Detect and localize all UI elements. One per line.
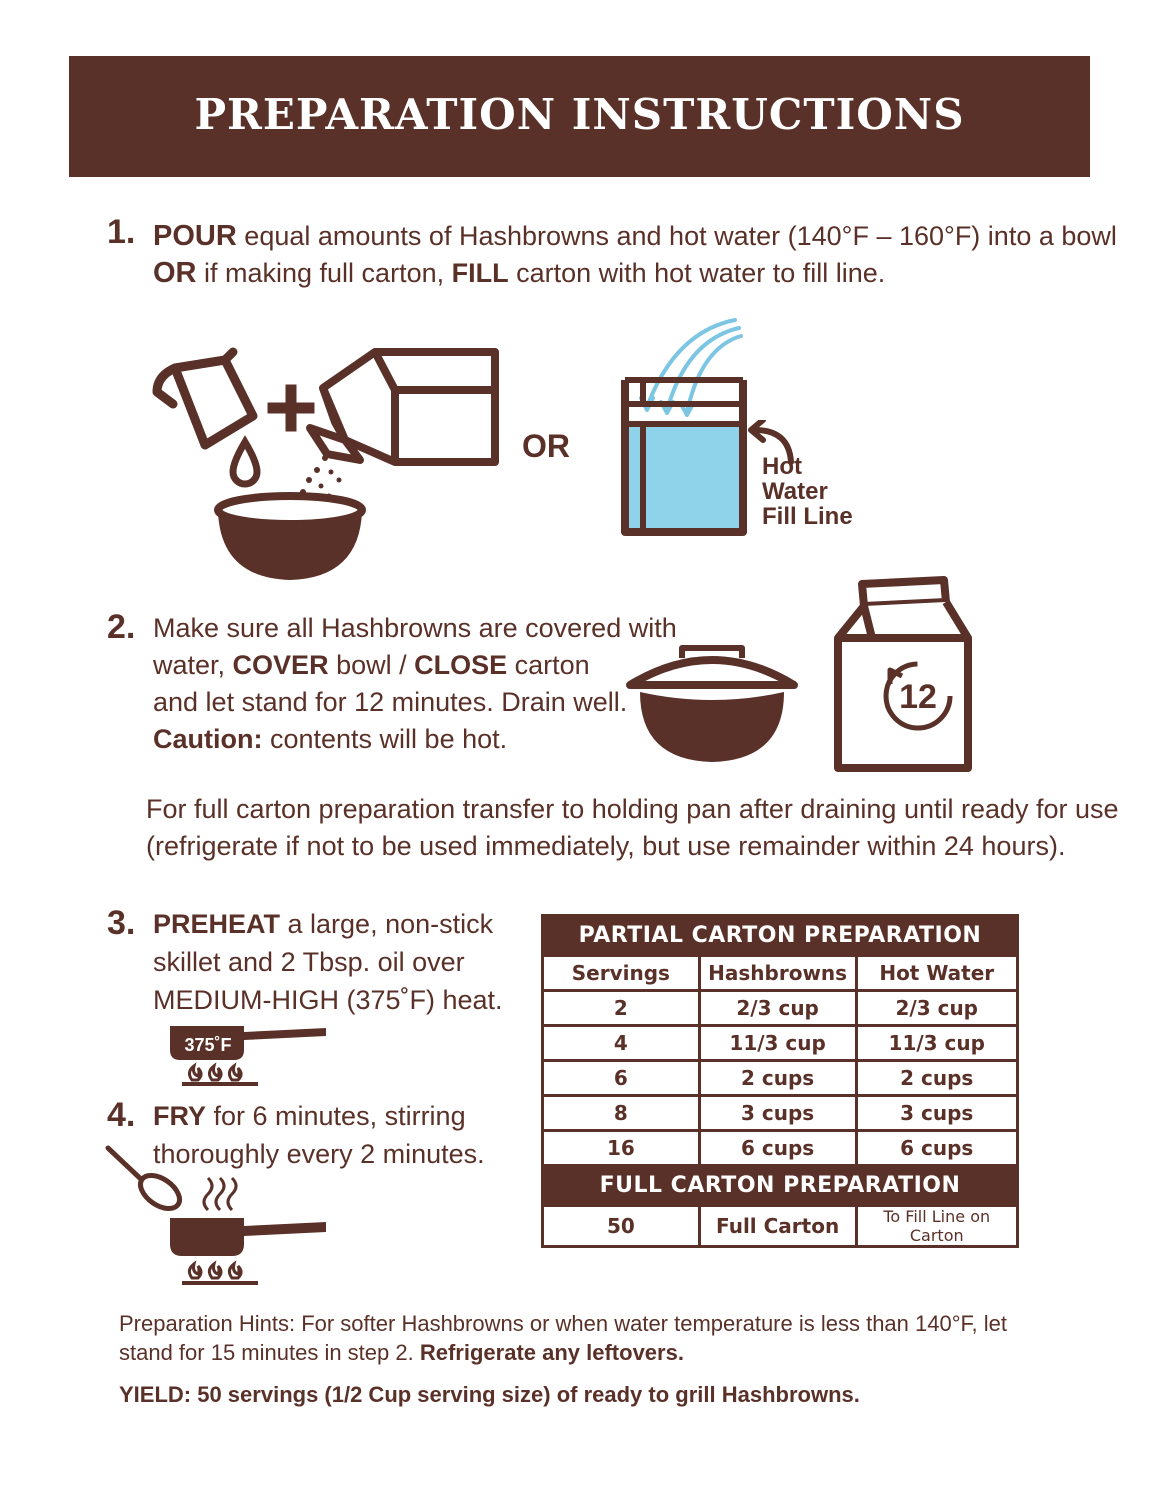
table-row	[543, 1096, 1018, 1131]
carton-pour-icon	[310, 352, 495, 462]
step3-line2: skillet and 2 Tbsp. oil over	[153, 947, 465, 977]
step3-line3: MEDIUM-HIGH (375˚F) heat.	[153, 985, 503, 1015]
cell-hashbrowns: 2/3 cup	[699, 991, 856, 1026]
cell-hot-water: 2 cups	[856, 1061, 1018, 1096]
closed-carton-illustration	[832, 576, 982, 776]
cell-hashbrowns: 11/3 cup	[699, 1026, 856, 1061]
carton-fill-icon	[625, 380, 743, 532]
step2-line4	[153, 721, 507, 758]
table-row	[543, 1026, 1018, 1061]
col-header-hot-water: Hot Water	[856, 956, 1018, 991]
fill-label-hot: Hot	[762, 453, 802, 480]
covered-bowl-illustration	[622, 640, 802, 770]
step2-line2-text1: water,	[153, 650, 233, 680]
step2-close: CLOSE	[414, 650, 508, 680]
cell-hot-water: 6 cups	[856, 1131, 1018, 1166]
step3-number: 3.	[107, 904, 136, 942]
step3-line1-text: a large, non-stick	[280, 909, 494, 939]
flame-icon-2	[182, 1264, 258, 1283]
step1-fill: FILL	[451, 258, 509, 288]
cell-hot-water: 2/3 cup	[856, 991, 1018, 1026]
step4-fry: FRY	[153, 1101, 206, 1131]
cell-hot-water: 11/3 cup	[856, 1026, 1018, 1061]
cell-hashbrowns: Full Carton	[699, 1206, 856, 1247]
step2-caution: Caution:	[153, 724, 263, 754]
cell-hashbrowns: 2 cups	[699, 1061, 856, 1096]
hints-line2-text: stand for 15 minutes in step 2.	[119, 1340, 420, 1365]
skillet-temp-label: 375˚F	[184, 1035, 232, 1055]
page-title: PREPARATION INSTRUCTIONS	[194, 90, 965, 139]
spoon-icon	[108, 1148, 185, 1215]
table-row	[543, 991, 1018, 1026]
skillet-illustration	[160, 1022, 335, 1092]
steam-icon	[204, 1178, 236, 1210]
step2-line1: Make sure all Hashbrowns are covered with	[153, 613, 677, 643]
step2-line4-text: contents will be hot.	[262, 724, 508, 754]
cell-servings: 50	[543, 1206, 700, 1247]
step2-line2	[153, 647, 590, 684]
cell-hashbrowns: 3 cups	[699, 1096, 856, 1131]
fill-line-label	[762, 454, 853, 529]
step2-cover: COVER	[232, 650, 329, 680]
step2-line2-text3: carton	[507, 650, 590, 680]
cell-servings: 2	[543, 991, 700, 1026]
yield-text: YIELD: 50 servings (1/2 Cup serving size) of ready to grill Hashbrowns.	[119, 1382, 860, 1407]
bowl-icon	[218, 496, 362, 580]
hints-line2	[119, 1340, 684, 1366]
step1-line2-text1: if making full carton,	[196, 258, 452, 288]
preparation-table	[541, 914, 1019, 1248]
cell-hot-water: 3 cups	[856, 1096, 1018, 1131]
step1-line2	[153, 255, 885, 292]
step1-number: 1.	[107, 213, 136, 251]
stir-illustration	[100, 1140, 340, 1290]
step1-or: OR	[153, 257, 197, 289]
step4-line1	[153, 1098, 466, 1135]
step4-number: 4.	[107, 1096, 136, 1134]
step1-line2-text2: carton with hot water to fill line.	[508, 258, 886, 288]
table-row	[543, 1206, 1018, 1247]
full-carton-note-line1: For full carton preparation transfer to holding pan after draining until ready for use	[146, 794, 1119, 824]
flame-icon	[182, 1066, 258, 1084]
step2-line2-text2: bowl /	[328, 650, 415, 680]
fill-label-water: Water	[762, 478, 828, 505]
step3-preheat: PREHEAT	[153, 909, 281, 939]
partial-carton-title: PARTIAL CARTON PREPARATION	[543, 916, 1018, 956]
cell-servings: 16	[543, 1131, 700, 1166]
header-banner	[69, 56, 1090, 177]
table-row	[543, 1061, 1018, 1096]
or-label: OR	[522, 428, 570, 464]
cell-servings: 8	[543, 1096, 700, 1131]
full-carton-note-line2: (refrigerate if not to be used immediately, but use remainder within 24 hours).	[146, 831, 1066, 861]
full-carton-title: FULL CARTON PREPARATION	[543, 1166, 1018, 1206]
table-row	[543, 1131, 1018, 1166]
step2-line3: and let stand for 12 minutes. Drain well.	[153, 687, 628, 717]
step3-line1	[153, 906, 493, 943]
water-drop-icon	[233, 442, 257, 484]
covered-bowl-icon	[630, 648, 794, 762]
col-header-servings: Servings	[543, 956, 700, 991]
cell-hot-water: To Fill Line on Carton	[856, 1206, 1018, 1247]
carton-fill-illustration	[605, 312, 765, 542]
fill-label-line: Fill Line	[762, 503, 853, 530]
hints-refrigerate: Refrigerate any leftovers.	[419, 1340, 684, 1365]
step4-line1-text: for 6 minutes, stirring	[206, 1101, 466, 1131]
skillet-icon-2	[170, 1218, 326, 1256]
step2-number: 2.	[107, 608, 136, 646]
timer-minutes: 12	[899, 678, 937, 716]
water-stream-icon	[641, 320, 741, 415]
step1-pour: POUR	[153, 220, 237, 252]
cell-servings: 4	[543, 1026, 700, 1061]
hints-line1: Preparation Hints: For softer Hashbrowns or when water temperature is less than 140°F, let	[119, 1311, 1007, 1336]
step1-line1	[153, 218, 1117, 255]
plus-icon	[273, 390, 309, 426]
cell-servings: 6	[543, 1061, 700, 1096]
step4-line2: thoroughly every 2 minutes.	[153, 1139, 485, 1169]
pour-illustration	[145, 330, 515, 590]
step1-line1-text: equal amounts of Hashbrowns and hot water (140°F – 160°F) into a bowl	[236, 221, 1117, 251]
col-header-hashbrowns: Hashbrowns	[699, 956, 856, 991]
measuring-cup-icon	[157, 352, 253, 445]
cell-hashbrowns: 6 cups	[699, 1131, 856, 1166]
